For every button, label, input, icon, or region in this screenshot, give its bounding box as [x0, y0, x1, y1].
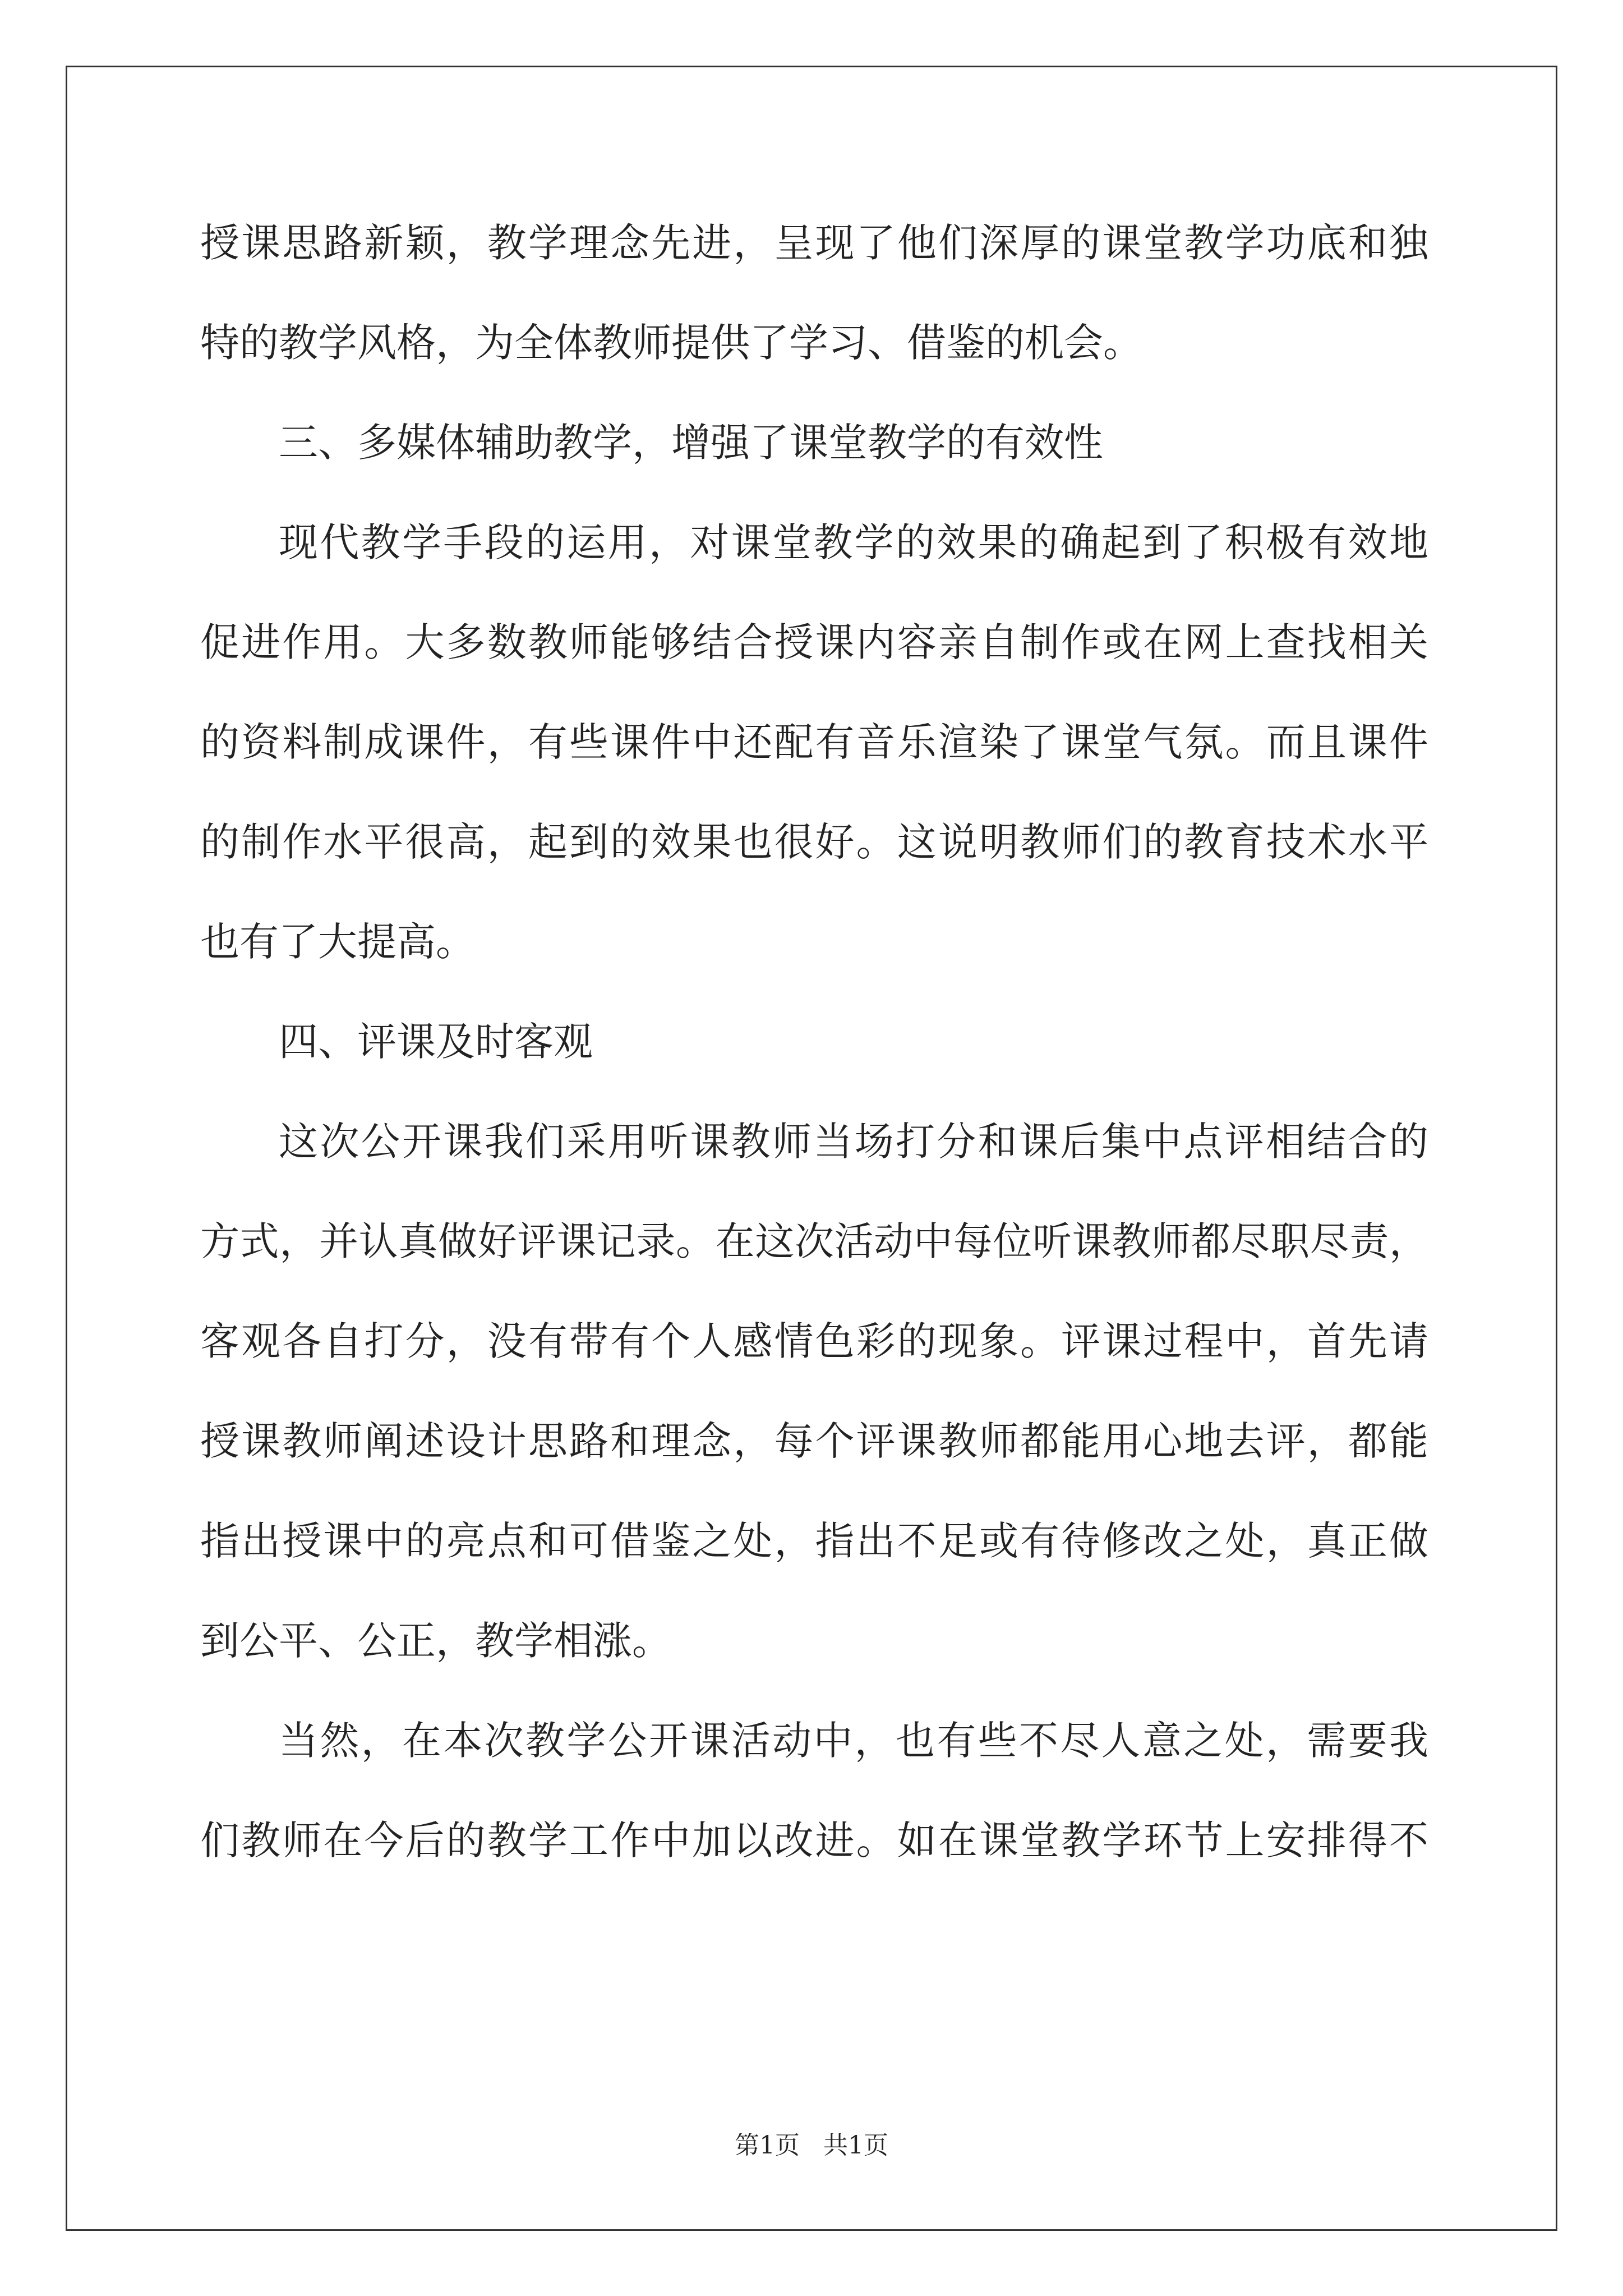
- text-line: 到公平、公正，教学相涨。: [200, 1618, 671, 1664]
- text-line: 的制作水平很高，起到的效果也很好。这说明教师们的教育技术水平: [200, 819, 1428, 865]
- text-line: 客观各自打分，没有带有个人感情色彩的现象。评课过程中，首先请: [200, 1318, 1428, 1364]
- text-line: 促进作用。大多数教师能够结合授课内容亲自制作或在网上查找相关: [200, 619, 1428, 665]
- text-line: 授课教师阐述设计思路和理念，每个评课教师都能用心地去评，都能: [200, 1418, 1428, 1464]
- document-body: [200, 212, 1428, 1910]
- text-line: 们教师在今后的教学工作中加以改进。如在课堂教学环节上安排得不: [200, 1818, 1428, 1864]
- text-line: 这次公开课我们采用听课教师当场打分和课后集中点评相结合的: [279, 1119, 1428, 1165]
- text-line: 的资料制成课件，有些课件中还配有音乐渲染了课堂气氛。而且课件: [200, 719, 1428, 765]
- text-line: 当然，在本次教学公开课活动中，也有些不尽人意之处，需要我: [279, 1718, 1428, 1764]
- text-line: 也有了大提高。: [200, 919, 475, 965]
- text-line: 授课思路新颖，教学理念先进，呈现了他们深厚的课堂教学功底和独: [200, 220, 1428, 266]
- section-heading: 四、评课及时客观: [279, 1019, 593, 1065]
- section-heading: 三、多媒体辅助教学，增强了课堂教学的有效性: [279, 420, 1103, 466]
- text-line: 指出授课中的亮点和可借鉴之处，指出不足或有待修改之处，真正做: [200, 1518, 1428, 1564]
- page-total: 共1页: [823, 2131, 888, 2160]
- page-footer: [0, 2129, 1623, 2162]
- text-line: 方式，并认真做好评课记录。在这次活动中每位听课教师都尽职尽责，: [200, 1218, 1428, 1264]
- text-line: 特的教学风格，为全体教师提供了学习、借鉴的机会。: [200, 320, 1142, 366]
- text-line: 现代教学手段的运用，对课堂教学的效果的确起到了积极有效地: [279, 519, 1428, 565]
- page-number: 第1页: [735, 2131, 800, 2160]
